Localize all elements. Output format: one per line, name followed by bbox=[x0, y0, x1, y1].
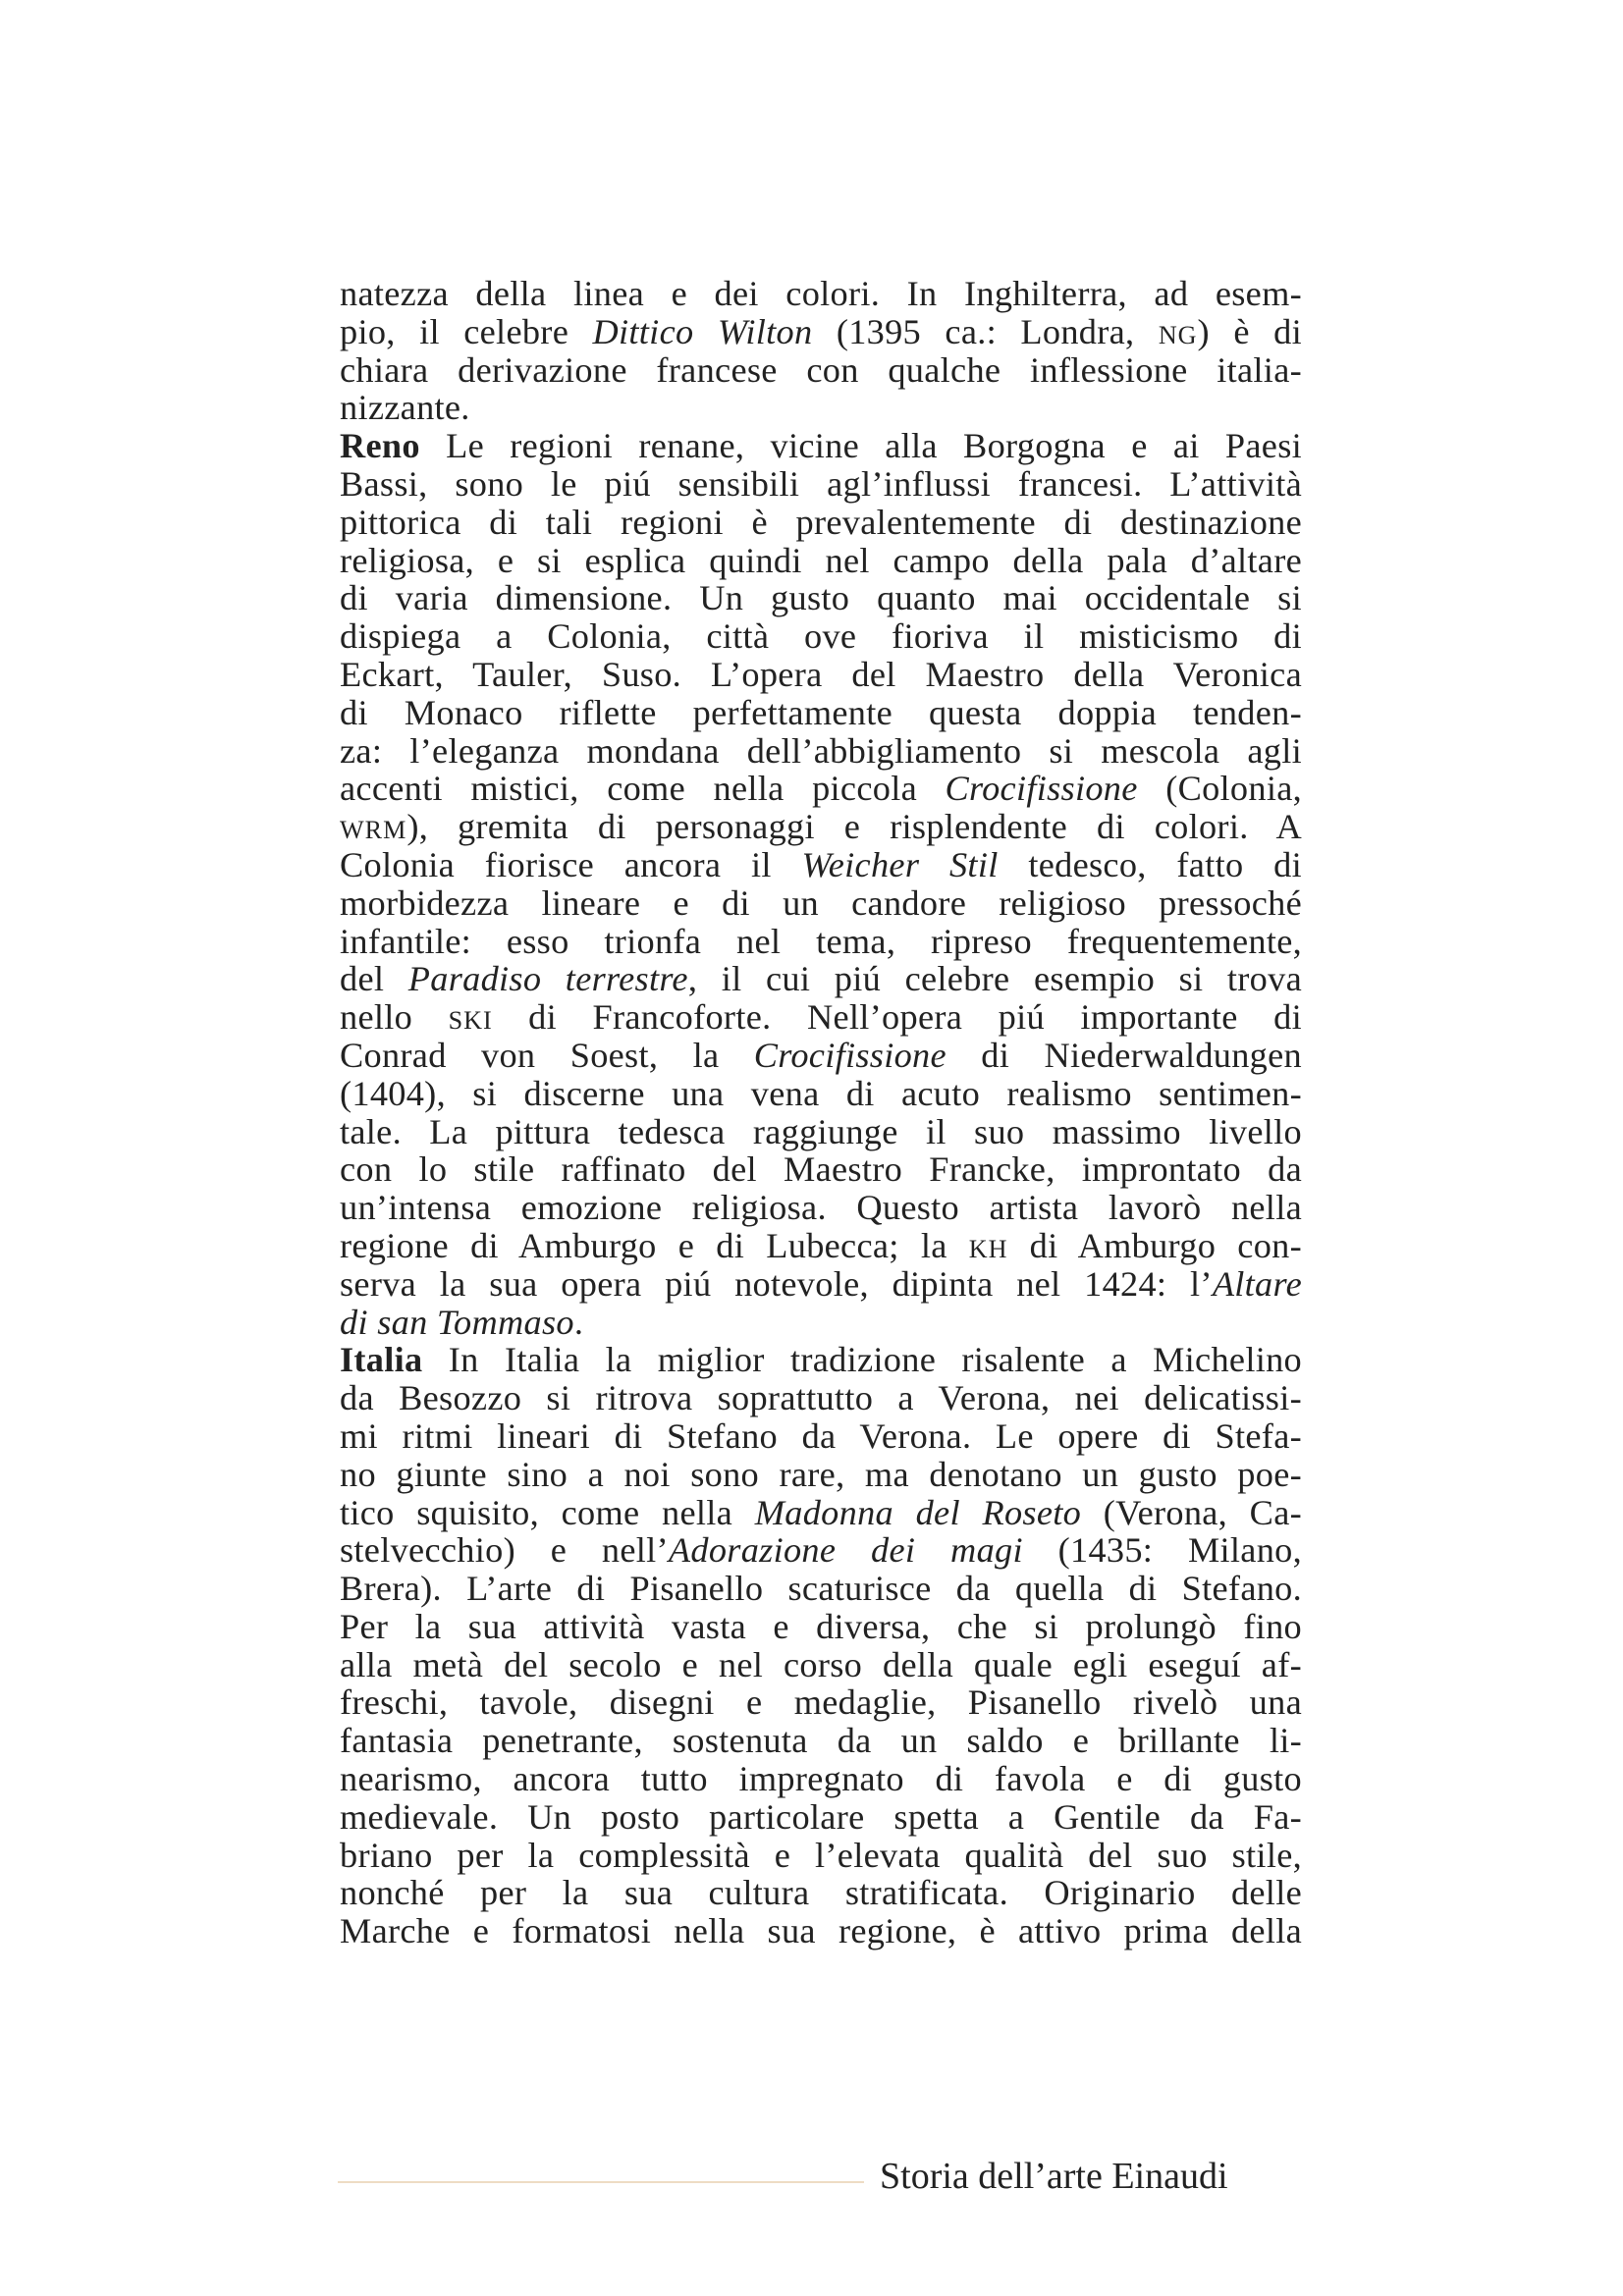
text-segment: chiara derivazione francese con qualche inflessione italia- bbox=[340, 349, 1302, 390]
text-segment: di varia dimensione. Un gusto quanto mai occidentale si bbox=[340, 578, 1302, 618]
text-line bbox=[340, 808, 1302, 846]
text-segment: no giunte sino a noi sono rare, ma denotano un gusto poe- bbox=[340, 1454, 1302, 1494]
text-line bbox=[340, 1874, 1302, 1912]
text-segment: pio, il celebre bbox=[340, 311, 593, 351]
text-line bbox=[340, 351, 1302, 390]
abbreviation: WRM bbox=[340, 816, 407, 845]
text-line bbox=[340, 770, 1302, 808]
text-segment: nonché per la sua cultura stratificata. Originario delle bbox=[340, 1873, 1302, 1913]
text-line bbox=[340, 1722, 1302, 1760]
text-segment: briano per la complessità e l’elevata qualità del suo stile, bbox=[340, 1835, 1302, 1875]
text-line bbox=[340, 694, 1302, 732]
text-segment: tedesco, fatto di bbox=[998, 844, 1302, 884]
footer-title: Storia dell’arte Einaudi bbox=[880, 2156, 1228, 2197]
italic-title: Adorazione dei magi bbox=[668, 1530, 1023, 1571]
abbreviation: KH bbox=[968, 1234, 1008, 1263]
text-segment: (Verona, Ca- bbox=[1081, 1492, 1302, 1532]
text-segment: (Colonia, bbox=[1137, 769, 1302, 809]
italic-title: Crocifissione bbox=[753, 1035, 947, 1075]
text-line bbox=[340, 998, 1302, 1037]
text-segment: nearismo, ancora tutto impregnato di favola e di gusto bbox=[340, 1759, 1302, 1799]
text-segment: un’intensa emozione religiosa. Questo artista lavorò nella bbox=[340, 1188, 1302, 1228]
italic-title: di san Tommaso bbox=[340, 1302, 574, 1342]
italic-title: Dittico Wilton bbox=[592, 311, 813, 351]
text-segment: tico squisito, come nella bbox=[340, 1492, 755, 1532]
text-line bbox=[340, 1341, 1302, 1379]
text-line bbox=[340, 1912, 1302, 1950]
text-segment: Colonia fiorisce ancora il bbox=[340, 844, 802, 884]
text-line bbox=[340, 656, 1302, 694]
text-line bbox=[340, 1150, 1302, 1189]
text-segment: stelvecchio) e nell’ bbox=[340, 1530, 669, 1571]
text-line bbox=[340, 1189, 1302, 1227]
text-line bbox=[340, 1379, 1302, 1417]
text-segment: infantile: esso trionfa nel tema, ripreso frequentemente, bbox=[340, 921, 1302, 961]
text-segment: religiosa, e si esplica quindi nel campo della pala d’altare bbox=[340, 540, 1302, 580]
section-heading: Italia bbox=[340, 1340, 423, 1380]
text-segment: morbidezza lineare e di un candore religioso pressoché bbox=[340, 882, 1302, 923]
text-line bbox=[340, 1760, 1302, 1798]
text-line bbox=[340, 542, 1302, 580]
text-line bbox=[340, 1456, 1302, 1494]
text-segment: freschi, tavole, disegni e medaglie, Pisanello rivelò una bbox=[340, 1682, 1302, 1723]
section-heading: Reno bbox=[340, 426, 420, 466]
text-segment: regione di Amburgo e di Lubecca; la bbox=[340, 1225, 969, 1265]
italic-title: Madonna del Roseto bbox=[754, 1492, 1082, 1532]
text-segment: . bbox=[573, 1302, 584, 1342]
text-line bbox=[340, 1037, 1302, 1075]
text-segment: di Francoforte. Nell’opera piú importante di bbox=[492, 997, 1302, 1038]
text-line bbox=[340, 1265, 1302, 1304]
text-line bbox=[340, 1227, 1302, 1265]
text-line bbox=[340, 1683, 1302, 1722]
text-segment: (1404), si discerne una vena di acuto realismo sentimen- bbox=[340, 1073, 1302, 1113]
text-segment: Brera). L’arte di Pisanello scaturisce da quella di Stefano. bbox=[340, 1569, 1302, 1609]
italic-title: Crocifissione bbox=[945, 769, 1138, 809]
text-segment: za: l’eleganza mondana dell’abbigliamento si mescola agli bbox=[340, 730, 1302, 771]
text-segment: dispiega a Colonia, città ove fioriva il misticismo di bbox=[340, 616, 1302, 657]
text-segment: di Amburgo con- bbox=[1007, 1225, 1302, 1265]
text-line bbox=[340, 275, 1302, 313]
text-segment: nello bbox=[340, 997, 449, 1038]
text-segment: tale. La pittura tedesca raggiunge il suo massimo livello bbox=[340, 1111, 1302, 1151]
text-line bbox=[340, 504, 1302, 542]
text-segment: accenti mistici, come nella piccola bbox=[340, 769, 946, 809]
text-line bbox=[340, 1837, 1302, 1875]
text-line bbox=[340, 465, 1302, 504]
footer-divider bbox=[338, 2181, 864, 2183]
text-line bbox=[340, 846, 1302, 884]
italic-title: Altare bbox=[1212, 1263, 1302, 1304]
text-line bbox=[340, 1570, 1302, 1608]
text-segment: del bbox=[340, 959, 408, 999]
abbreviation: SKI bbox=[448, 1006, 493, 1036]
text-segment: alla metà del secolo e nel corso della quale egli eseguí af- bbox=[340, 1644, 1302, 1684]
italic-title: Weicher Stil bbox=[801, 844, 999, 884]
text-segment: serva la sua opera piú notevole, dipinta nel 1424: l’ bbox=[340, 1263, 1213, 1304]
abbreviation: NG bbox=[1158, 320, 1198, 349]
text-line bbox=[340, 1608, 1302, 1646]
text-line bbox=[340, 884, 1302, 923]
text-line bbox=[340, 1531, 1302, 1570]
text-segment: fantasia penetrante, sostenuta da un saldo e brillante li- bbox=[340, 1721, 1302, 1761]
text-line bbox=[340, 1646, 1302, 1684]
text-segment: Le regioni renane, vicine alla Borgogna e ai Paesi bbox=[419, 426, 1302, 466]
text-line bbox=[340, 427, 1302, 465]
text-segment: di Niederwaldungen bbox=[946, 1035, 1302, 1075]
text-line bbox=[340, 1075, 1302, 1113]
text-line bbox=[340, 923, 1302, 961]
text-segment: Eckart, Tauler, Suso. L’opera del Maestro della Veronica bbox=[340, 654, 1302, 694]
text-segment: ) è di bbox=[1197, 311, 1302, 351]
text-segment: con lo stile raffinato del Maestro Francke, improntato da bbox=[340, 1149, 1302, 1190]
text-segment: di Monaco riflette perfettamente questa doppia tenden- bbox=[340, 692, 1302, 732]
italic-title: Paradiso terrestre bbox=[407, 959, 688, 999]
text-line bbox=[340, 1304, 1302, 1342]
text-segment: medievale. Un posto particolare spetta a Gentile da Fa- bbox=[340, 1796, 1302, 1837]
text-line bbox=[340, 389, 1302, 427]
text-line bbox=[340, 960, 1302, 998]
text-segment: Per la sua attività vasta e diversa, che si prolungò fino bbox=[340, 1606, 1302, 1646]
text-segment: (1435: Milano, bbox=[1022, 1530, 1302, 1571]
text-segment: da Besozzo si ritrova soprattutto a Verona, nei delicatissi- bbox=[340, 1378, 1302, 1418]
text-line bbox=[340, 1494, 1302, 1532]
body-text bbox=[340, 275, 1302, 1950]
text-segment: Marche e formatosi nella sua regione, è attivo prima della bbox=[340, 1911, 1302, 1951]
text-segment: (1395 ca.: Londra, bbox=[812, 311, 1159, 351]
text-segment: Conrad von Soest, la bbox=[340, 1035, 754, 1075]
text-line bbox=[340, 1798, 1302, 1837]
text-line bbox=[340, 579, 1302, 617]
text-segment: pittorica di tali regioni è prevalentemente di destinazione bbox=[340, 502, 1302, 542]
text-segment: mi ritmi lineari di Stefano da Verona. Le opere di Stefa- bbox=[340, 1415, 1302, 1456]
text-line bbox=[340, 313, 1302, 351]
text-line bbox=[340, 617, 1302, 656]
text-line bbox=[340, 1113, 1302, 1151]
text-line bbox=[340, 1417, 1302, 1456]
text-segment: , il cui piú celebre esempio si trova bbox=[687, 959, 1302, 999]
text-segment: natezza della linea e dei colori. In Inghilterra, ad esem- bbox=[340, 274, 1302, 313]
text-segment: nizzante. bbox=[340, 388, 470, 428]
text-segment: In Italia la miglior tradizione risalente a Michelino bbox=[422, 1340, 1302, 1380]
text-line bbox=[340, 732, 1302, 771]
text-segment: ), gremita di personaggi e risplendente di colori. A bbox=[406, 807, 1302, 847]
text-segment: Bassi, sono le piú sensibili agl’influssi francesi. L’attività bbox=[340, 463, 1302, 504]
